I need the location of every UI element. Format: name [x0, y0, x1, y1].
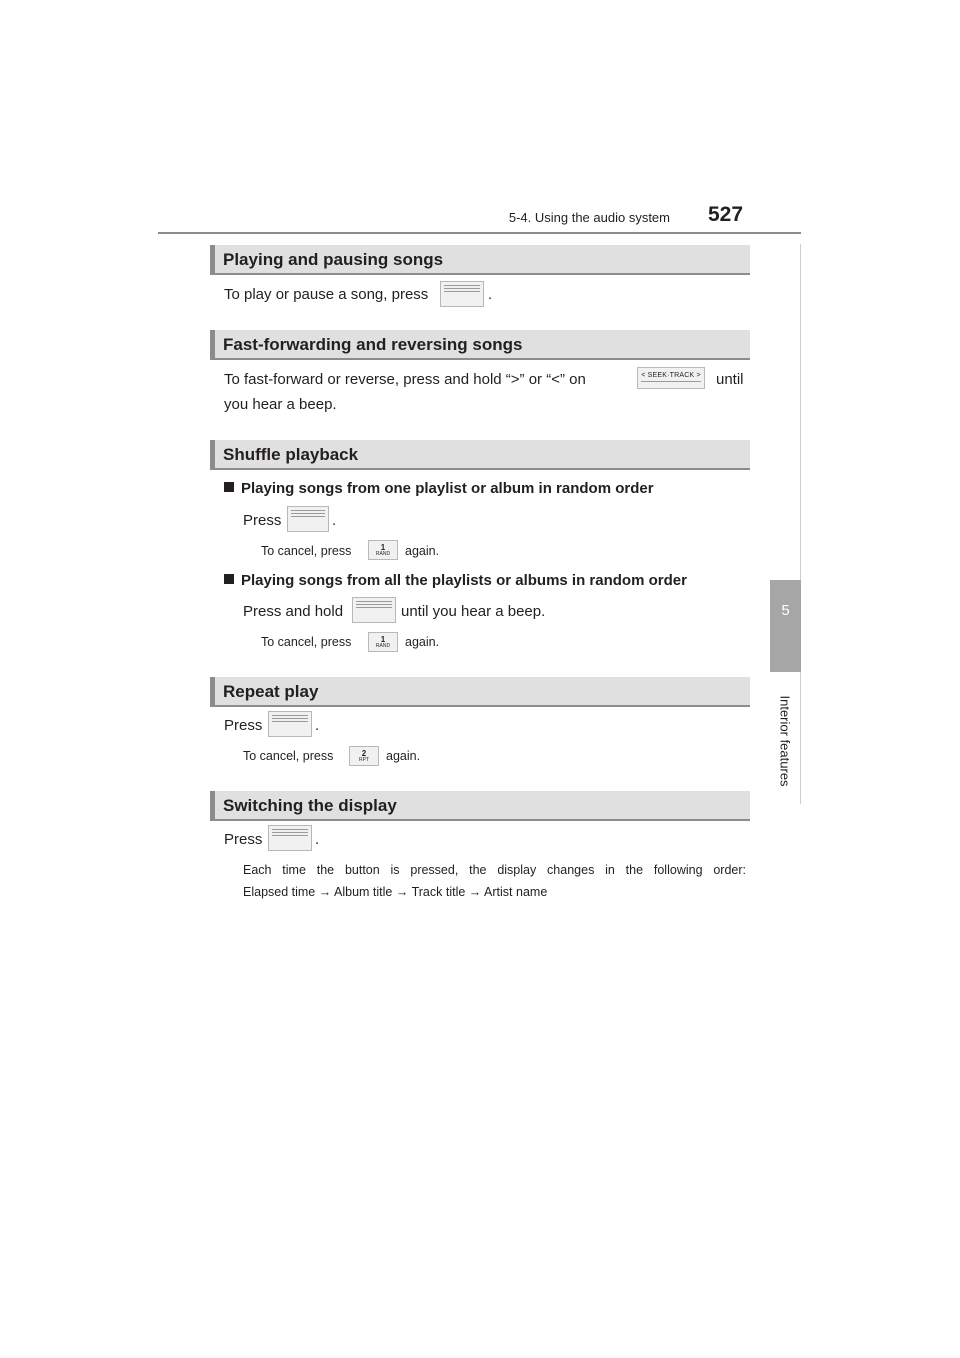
shuffle-item2-cancel: To cancel, press	[261, 635, 352, 649]
shuffle-item2-press-after: until you hear a beep.	[401, 603, 546, 620]
repeat-button-icon	[268, 711, 312, 737]
section-heading-shuffle	[210, 440, 750, 470]
heading-marker	[210, 245, 215, 273]
header-rule	[158, 232, 801, 234]
seek-track-button-icon	[637, 367, 705, 389]
repeat-again: again.	[386, 749, 421, 763]
seek-track-label: < SEEK·TRACK >	[641, 372, 701, 379]
shuffle-item1-again: again.	[405, 544, 440, 558]
repeat-cancel: To cancel, press	[243, 749, 334, 763]
rpt-button-icon: 2 RPT	[349, 746, 379, 766]
chapter-label: Interior features	[777, 695, 793, 787]
display-button-icon	[268, 825, 312, 851]
section-title: Shuffle playback	[223, 445, 359, 464]
repeat-period: .	[315, 717, 320, 734]
section-title: Playing and pausing songs	[223, 250, 444, 269]
display-period: .	[315, 831, 320, 848]
repeat-press: Press	[224, 717, 263, 734]
ff-rev-text: To fast-forward or reverse, press and hold “>” or “<” on	[224, 371, 586, 388]
shuffle-item1-period: .	[332, 512, 337, 529]
play-pause-text: To play or pause a song, press	[224, 286, 429, 303]
section-header: 5-4. Using the audio system	[508, 210, 670, 225]
heading-marker	[210, 330, 215, 358]
section-title: Switching the display	[223, 796, 397, 815]
page-number: 527	[708, 203, 744, 226]
shuffle-item1-cancel: To cancel, press	[261, 544, 352, 558]
section-title: Fast-forwarding and reversing songs	[223, 335, 523, 354]
rand-button-icon: 1 RAND	[368, 540, 398, 560]
section-title: Repeat play	[223, 682, 319, 701]
bullet-square-icon	[224, 574, 234, 584]
bullet-square-icon	[224, 482, 234, 492]
shuffle-item2-again: again.	[405, 635, 440, 649]
shuffle-item2-heading: Playing songs from all the playlists or albums in random order	[224, 572, 687, 589]
heading-marker	[210, 677, 215, 705]
ff-rev-text-line2: you hear a beep.	[224, 396, 337, 413]
shuffle-button-icon	[287, 506, 329, 532]
play-pause-period: .	[488, 286, 493, 303]
section-heading-play-pause	[210, 245, 750, 275]
display-note-line2: Elapsed time → Album title → Track title → Artist name	[243, 885, 548, 899]
shuffle-hold-button-icon	[352, 597, 396, 623]
shuffle-item1-heading: Playing songs from one playlist or album in random order	[224, 480, 654, 497]
section-heading-display	[210, 791, 750, 821]
chapter-tab	[770, 580, 801, 672]
section-heading-repeat	[210, 677, 750, 707]
heading-marker	[210, 791, 215, 819]
shuffle-item1-press: Press	[243, 512, 282, 529]
display-note-line1: Each time the button is pressed, the display changes in the following order:	[243, 863, 746, 877]
rand-button-icon: 1 RAND	[368, 632, 398, 652]
display-press: Press	[224, 831, 263, 848]
shuffle-item2-press: Press and hold	[243, 603, 344, 620]
ff-rev-until: until	[716, 371, 744, 388]
heading-marker	[210, 440, 215, 468]
side-rule	[800, 244, 801, 804]
section-heading-ff-rev	[210, 330, 750, 360]
play-pause-button-icon	[440, 281, 484, 307]
chapter-number: 5	[781, 602, 790, 619]
